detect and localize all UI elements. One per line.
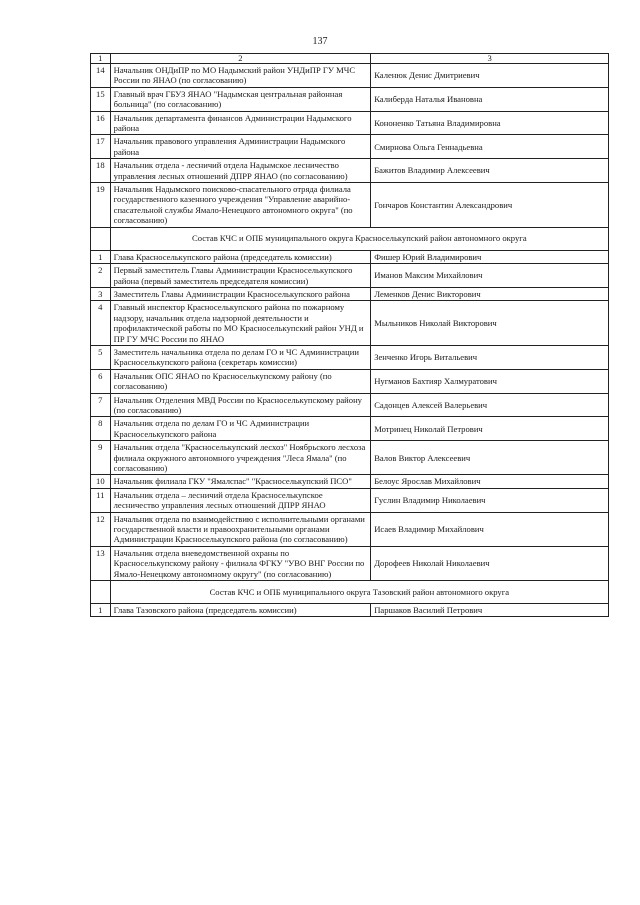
table-row: [91, 87, 609, 111]
table-row: [91, 135, 609, 159]
member-position: Главный инспектор Красноселькупского района по пожарному надзору, начальник отдела надзорной деятельности и профилактической работы по МО Красноселькупский район УНД и ПР ГУ МЧС России по ЯНАО: [110, 301, 371, 346]
table-row: [91, 604, 609, 617]
table-row: [91, 301, 609, 346]
row-number: 6: [91, 369, 111, 393]
member-name: Паршаков Василий Петрович: [371, 604, 609, 617]
member-position: Глава Красноселькупского района (председатель комиссии): [110, 250, 371, 263]
member-position: Начальник отдела вневедомственной охраны по Красноселькупскому району - филиала ФГКУ "УВО ВНГ России по Ямало-Ненецкому автономному округу" (по согласованию): [110, 546, 371, 580]
table-header-row: [91, 54, 609, 64]
table-row: [91, 250, 609, 263]
row-number: 11: [91, 488, 111, 512]
table-row: [91, 512, 609, 546]
member-name: Гончаров Константин Александрович: [371, 183, 609, 228]
member-position: Начальник отдела по делам ГО и ЧС Администрации Красноселькупского района: [110, 417, 371, 441]
table-row: [91, 475, 609, 488]
member-position: Заместитель начальника отдела по делам ГО и ЧС Администрации Красноселькупского района (секретарь комиссии): [110, 345, 371, 369]
section-header-row: [91, 227, 609, 250]
section-title: Состав КЧС и ОПБ муниципального округа Красноселькупский район автономного округа: [110, 227, 608, 250]
row-number: 1: [91, 250, 111, 263]
member-position: Начальник отдела "Красноселькупский лесхоз" Ноябрьского лесхоза филиала окружного автономного учреждения "Леса Ямала" (по согласованию): [110, 441, 371, 475]
table-row: [91, 345, 609, 369]
column-header-name: 3: [371, 54, 609, 64]
table-row: [91, 417, 609, 441]
member-name: Гуслин Владимир Николаевич: [371, 488, 609, 512]
table-row: [91, 183, 609, 228]
row-number: 8: [91, 417, 111, 441]
member-position: Первый заместитель Главы Администрации Красноселькупского района (первый заместитель председателя комиссии): [110, 264, 371, 288]
member-position: Начальник ОПС ЯНАО по Красноселькупскому району (по согласованию): [110, 369, 371, 393]
member-position: Начальник департамента финансов Администрации Надымского района: [110, 111, 371, 135]
member-position: Начальник Надымского поисково-спасательного отряда филиала государственного казенного учреждения "Управление аварийно-спасательной службы Ямало-Ненецкого автономного округа" (по согласованию): [110, 183, 371, 228]
member-name: Леменков Денис Викторович: [371, 287, 609, 300]
table-row: [91, 393, 609, 417]
member-position: Глава Тазовского района (председатель комиссии): [110, 604, 371, 617]
member-position: Начальник правового управления Администрации Надымского района: [110, 135, 371, 159]
row-number: 1: [91, 604, 111, 617]
member-position: Начальник отдела - лесничий отдела Надымское лесничество управления лесных отношений ДПРР ЯНАО (по согласованию): [110, 159, 371, 183]
member-name: Валов Виктор Алексеевич: [371, 441, 609, 475]
table-row: [91, 441, 609, 475]
row-number: 18: [91, 159, 111, 183]
table-row: [91, 369, 609, 393]
row-number: 13: [91, 546, 111, 580]
member-position: Начальник ОНДиПР по МО Надымский район УНДиПР ГУ МЧС России по ЯНАО (по согласованию): [110, 64, 371, 88]
row-number: 19: [91, 183, 111, 228]
member-name: Мыльников Николай Викторович: [371, 301, 609, 346]
row-number: 2: [91, 264, 111, 288]
member-position: Начальник отдела – лесничий отдела Красноселькупское лесничество управления лесных отношений ДПРР ЯНАО: [110, 488, 371, 512]
row-number: 5: [91, 345, 111, 369]
row-number: 7: [91, 393, 111, 417]
member-name: Бажитов Владимир Алексеевич: [371, 159, 609, 183]
member-name: Иманов Максим Михайлович: [371, 264, 609, 288]
column-header-number: 1: [91, 54, 111, 64]
table-body: [91, 54, 609, 617]
row-number: 10: [91, 475, 111, 488]
member-position: Начальник отдела по взаимодействию с исполнительными органами государственной власти и правоохранительными органами Администрации Красноселькупского района (по согласованию): [110, 512, 371, 546]
member-name: Кононенко Татьяна Владимировна: [371, 111, 609, 135]
member-position: Заместитель Главы Администрации Красноселькупского района: [110, 287, 371, 300]
member-name: Каленюк Денис Дмитриевич: [371, 64, 609, 88]
row-number: 16: [91, 111, 111, 135]
member-name: Нугманов Бахтияр Халмуратович: [371, 369, 609, 393]
page-number: 137: [312, 36, 328, 47]
row-number: 15: [91, 87, 111, 111]
table-row: [91, 111, 609, 135]
row-number: 12: [91, 512, 111, 546]
member-position: Начальник Отделения МВД России по Красноселькупскому району (по согласованию): [110, 393, 371, 417]
row-number: 17: [91, 135, 111, 159]
member-name: Дорофеев Николай Николаевич: [371, 546, 609, 580]
section-title: Состав КЧС и ОПБ муниципального округа Тазовский район автономного округа: [110, 581, 608, 604]
row-number: 9: [91, 441, 111, 475]
member-position: Главный врач ГБУЗ ЯНАО "Надымская центральная районная больница" (по согласованию): [110, 87, 371, 111]
member-name: Фишер Юрий Владимирович: [371, 250, 609, 263]
section-header-row: [91, 581, 609, 604]
member-name: Калиберда Наталья Ивановна: [371, 87, 609, 111]
table-row: [91, 64, 609, 88]
section-number-cell: [91, 581, 111, 604]
member-name: Зенченко Игорь Витальевич: [371, 345, 609, 369]
member-name: Исаев Владимир Михайлович: [371, 512, 609, 546]
row-number: 14: [91, 64, 111, 88]
row-number: 3: [91, 287, 111, 300]
member-name: Мотринец Николай Петрович: [371, 417, 609, 441]
section-number-cell: [91, 227, 111, 250]
table-row: [91, 287, 609, 300]
commission-members-table: [90, 53, 609, 617]
member-name: Смирнова Ольга Геннадьевна: [371, 135, 609, 159]
row-number: 4: [91, 301, 111, 346]
member-position: Начальник филиала ГКУ "Ямалспас" "Красноселькупский ПСО": [110, 475, 371, 488]
table-row: [91, 546, 609, 580]
member-name: Садонцев Алексей Валерьевич: [371, 393, 609, 417]
table-row: [91, 264, 609, 288]
table-row: [91, 488, 609, 512]
member-name: Белоус Ярослав Михайлович: [371, 475, 609, 488]
table-row: [91, 159, 609, 183]
column-header-position: 2: [110, 54, 371, 64]
